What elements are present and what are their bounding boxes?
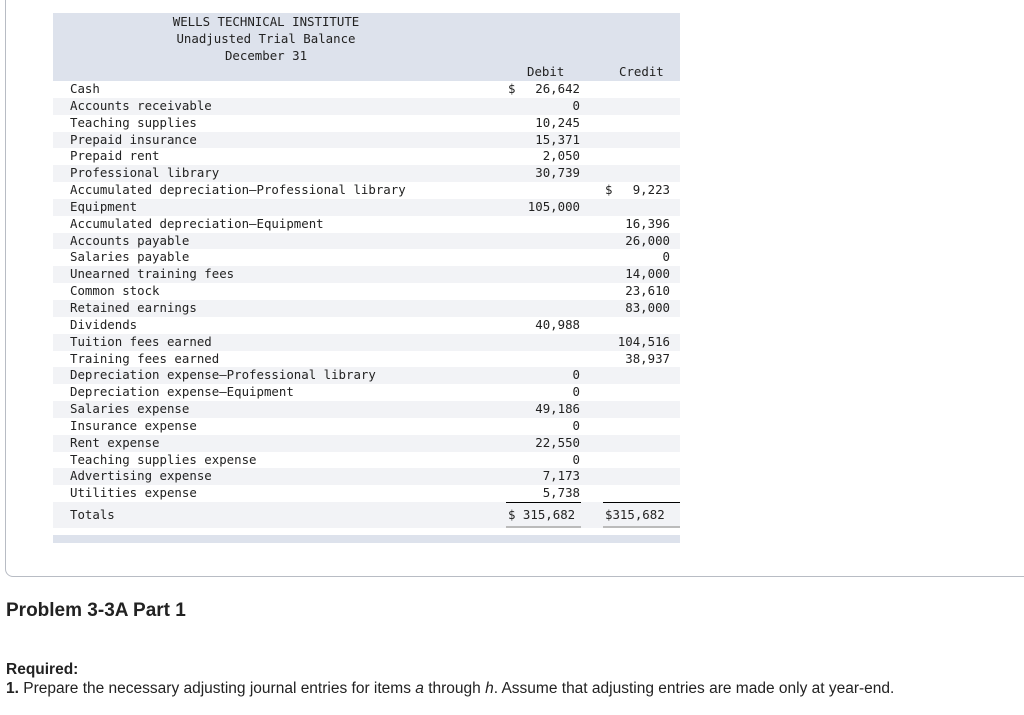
table-row <box>53 384 680 401</box>
table-row <box>53 367 680 384</box>
table-footer-bar <box>53 535 680 543</box>
account-name: Dividends <box>70 316 138 332</box>
account-name: Teaching supplies <box>70 114 197 130</box>
debit-amount: 40,988 <box>535 316 580 332</box>
table-row <box>53 351 680 368</box>
account-name: Advertising expense <box>70 468 212 484</box>
trial-balance-table <box>53 13 680 543</box>
requirement-text: . Assume that adjusting entries are made only at year-end. <box>493 680 895 697</box>
debit-amount: 0 <box>572 417 580 433</box>
table-row <box>53 317 680 334</box>
account-name: Depreciation expense—Equipment <box>70 384 294 400</box>
account-name: Teaching supplies expense <box>70 451 257 467</box>
debit-amount: 7,173 <box>542 468 580 484</box>
account-name: Unearned training fees <box>70 266 235 282</box>
credit-amount: 38,937 <box>625 350 670 366</box>
total-debit: $ 315,682 <box>508 507 576 523</box>
account-name: Accumulated depreciation—Professional library <box>70 182 406 198</box>
account-name: Salaries expense <box>70 401 190 417</box>
debit-amount: 5,738 <box>542 485 580 501</box>
debit-amount: 2,050 <box>542 148 580 164</box>
credit-amount: 14,000 <box>625 266 670 282</box>
account-name: Training fees earned <box>70 350 220 366</box>
account-name: Professional library <box>70 165 220 181</box>
debit-amount: 30,739 <box>535 165 580 181</box>
account-name: Prepaid insurance <box>70 131 197 147</box>
totals-row <box>53 502 680 528</box>
totals-label: Totals <box>70 507 115 523</box>
currency-symbol: $ <box>508 81 516 96</box>
debit-amount: 26,642 <box>535 81 580 96</box>
account-name: Prepaid rent <box>70 148 160 164</box>
requirements <box>6 660 894 698</box>
table-row <box>53 233 680 250</box>
table-row <box>53 199 680 216</box>
requirement-text: through <box>423 680 486 697</box>
account-name: Utilities expense <box>70 485 197 501</box>
credit-amount: 9,223 <box>632 182 670 198</box>
account-name: Accumulated depreciation—Equipment <box>70 215 324 231</box>
item-h: h <box>485 680 494 697</box>
requirement-number: 1. <box>6 680 19 697</box>
requirement-text: Prepare the necessary adjusting journal entries for items <box>23 680 416 697</box>
table-row <box>53 300 680 317</box>
statement-name: Unadjusted Trial Balance <box>176 31 356 46</box>
account-name: Equipment <box>70 198 138 214</box>
account-name: Salaries payable <box>70 249 190 265</box>
total-credit: $315,682 <box>605 507 665 523</box>
account-name: Insurance expense <box>70 417 197 433</box>
account-name: Retained earnings <box>70 299 197 315</box>
credit-amount: 0 <box>662 249 670 265</box>
problem-title: Problem 3-3A Part 1 <box>6 600 186 621</box>
table-row <box>53 182 680 199</box>
account-name: Accounts receivable <box>70 97 212 113</box>
table-row <box>53 81 680 98</box>
debit-amount: 0 <box>572 97 580 113</box>
table-row <box>53 485 680 502</box>
table-row <box>53 266 680 283</box>
required-label: Required: <box>6 661 79 678</box>
requirement-1 <box>6 679 894 698</box>
table-row <box>53 249 680 266</box>
table-row <box>53 132 680 149</box>
debit-amount: 0 <box>572 367 580 383</box>
company-name: WELLS TECHNICAL INSTITUTE <box>172 14 360 29</box>
table-row <box>53 468 680 485</box>
debit-amount: 105,000 <box>527 198 580 214</box>
table-row <box>53 283 680 300</box>
credit-amount: 104,516 <box>617 333 670 349</box>
currency-symbol: $ <box>605 182 613 198</box>
credit-header: Credit <box>619 64 664 79</box>
table-row <box>53 452 680 469</box>
debit-amount: 0 <box>572 451 580 467</box>
debit-amount: 15,371 <box>535 131 580 147</box>
debit-amount: 49,186 <box>535 401 580 417</box>
table-row <box>53 98 680 115</box>
credit-amount: 26,000 <box>625 232 670 248</box>
credit-amount: 23,610 <box>625 283 670 299</box>
debit-amount: 10,245 <box>535 114 580 130</box>
credit-amount: 83,000 <box>625 299 670 315</box>
table-body <box>53 81 680 502</box>
account-name: Common stock <box>70 283 160 299</box>
item-a: a <box>415 680 424 697</box>
credit-amount: 16,396 <box>625 215 670 231</box>
account-name: Depreciation expense—Professional library <box>70 367 376 383</box>
account-name: Rent expense <box>70 434 160 450</box>
account-name: Accounts payable <box>70 232 190 248</box>
debit-amount: 0 <box>572 384 580 400</box>
table-row <box>53 334 680 351</box>
debit-header: Debit <box>527 64 565 79</box>
table-row <box>53 216 680 233</box>
table-row <box>53 165 680 182</box>
statement-date: December 31 <box>224 48 308 63</box>
account-name: Tuition fees earned <box>70 333 212 349</box>
table-header <box>53 13 680 81</box>
account-name: Cash <box>70 81 100 96</box>
table-row <box>53 435 680 452</box>
debit-amount: 22,550 <box>535 434 580 450</box>
table-row <box>53 148 680 165</box>
table-row <box>53 115 680 132</box>
table-row <box>53 418 680 435</box>
table-row <box>53 401 680 418</box>
